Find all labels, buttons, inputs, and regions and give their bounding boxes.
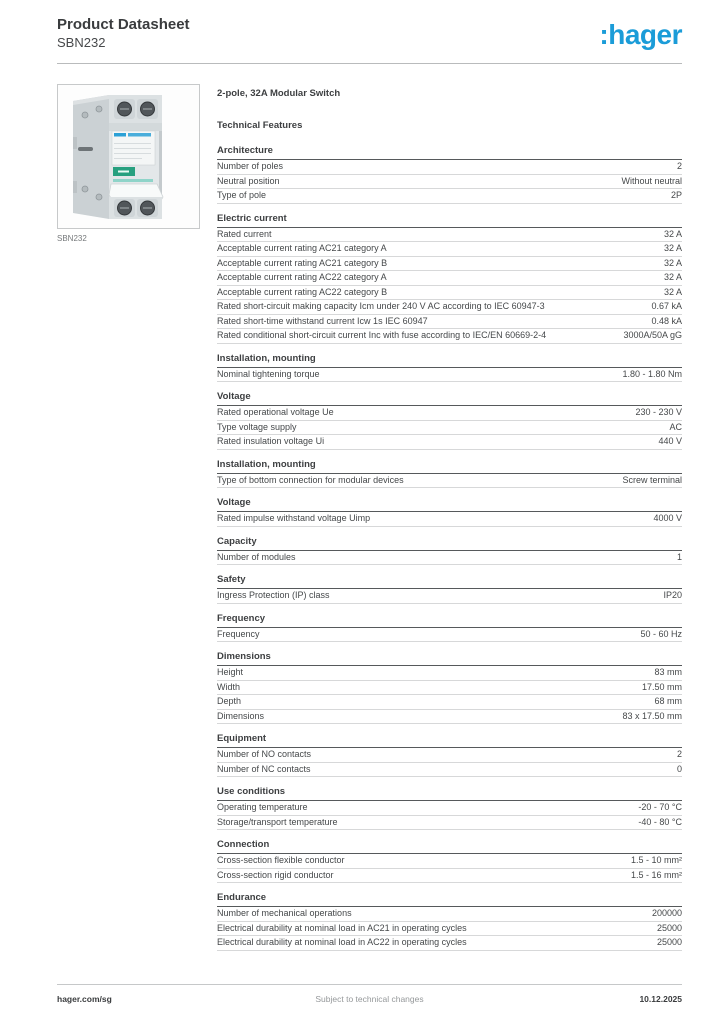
spec-column	[217, 84, 682, 951]
spec-row-label: Rated short-circuit making capacity Icm under 240 V AC according to IEC 60947-3	[217, 301, 545, 311]
spec-row-value: 68 mm	[654, 696, 682, 706]
spec-row-value: 17.50 mm	[641, 681, 682, 692]
spec-row	[217, 801, 682, 816]
spec-row-label: Rated conditional short-circuit current Inc with fuse according to IEC/EN 60669-2-4	[217, 330, 547, 340]
spec-section	[217, 459, 682, 489]
spec-section	[217, 497, 682, 527]
spec-row	[217, 421, 682, 436]
spec-section-title: Installation, mounting	[217, 459, 682, 474]
spec-section	[217, 839, 682, 883]
spec-row-label: Operating temperature	[217, 802, 308, 812]
spec-row	[217, 300, 682, 315]
spec-row	[217, 368, 682, 383]
spec-row	[217, 242, 682, 257]
spec-row	[217, 435, 682, 450]
spec-row-label: Rated current	[217, 228, 272, 239]
main-content	[0, 64, 724, 951]
product-image-column	[57, 84, 200, 951]
spec-row-value: Screw terminal	[622, 474, 682, 485]
spec-row-label: Neutral position	[217, 175, 280, 186]
spec-row-value: 200000	[651, 908, 682, 918]
spec-section	[217, 733, 682, 777]
spec-row	[217, 907, 682, 922]
spec-section-title: Frequency	[217, 613, 682, 628]
spec-row-value: 32 A	[663, 257, 682, 268]
spec-row	[217, 257, 682, 272]
spec-section	[217, 613, 682, 643]
spec-row-value: AC	[669, 421, 682, 432]
spec-section-title: Endurance	[217, 892, 682, 907]
spec-row	[217, 710, 682, 725]
spec-row	[217, 869, 682, 884]
spec-row-label: Height	[217, 667, 244, 677]
spec-row	[217, 695, 682, 710]
spec-row-value: IP20	[663, 590, 682, 600]
spec-row-value: 2	[676, 749, 682, 759]
spec-row	[217, 681, 682, 696]
spec-row-label: Depth	[217, 696, 242, 706]
spec-row-label: Electrical durability at nominal load in AC21 in operating cycles	[217, 922, 467, 933]
spec-section-title: Architecture	[217, 145, 682, 160]
hager-logo-text: hager	[608, 19, 682, 50]
spec-row	[217, 748, 682, 763]
spec-section	[217, 786, 682, 830]
spec-row-value: -20 - 70 °C	[638, 802, 682, 812]
spec-row-label: Storage/transport temperature	[217, 816, 338, 827]
spec-section	[217, 353, 682, 383]
spec-row-label: Cross-section rigid conductor	[217, 869, 334, 880]
spec-row	[217, 628, 682, 643]
spec-row-value: 1.5 - 10 mm²	[630, 855, 682, 865]
product-image-frame	[57, 84, 200, 229]
spec-row	[217, 512, 682, 527]
spec-row-label: Nominal tightening torque	[217, 368, 320, 379]
spec-table	[217, 145, 682, 951]
spec-section	[217, 391, 682, 450]
spec-row-label: Acceptable current rating AC21 category A	[217, 243, 387, 253]
spec-section-title: Capacity	[217, 536, 682, 551]
spec-row-value: 2	[676, 161, 682, 171]
spec-row-value: 3000A/50A gG	[623, 330, 682, 340]
spec-row	[217, 315, 682, 330]
spec-row	[217, 286, 682, 301]
spec-row-label: Ingress Protection (IP) class	[217, 590, 330, 600]
modular-switch-product-image	[58, 85, 199, 228]
spec-row-label: Rated insulation voltage Ui	[217, 436, 325, 446]
spec-row-label: Rated impulse withstand voltage Uimp	[217, 513, 371, 523]
spec-row-value: 32 A	[663, 243, 682, 253]
spec-row-value: 0.67 kA	[651, 301, 682, 311]
spec-section	[217, 892, 682, 951]
spec-row	[217, 763, 682, 778]
spec-row-value: 0	[676, 763, 682, 774]
spec-row	[217, 406, 682, 421]
spec-section-title: Dimensions	[217, 651, 682, 666]
spec-row-value: -40 - 80 °C	[638, 816, 682, 827]
spec-row-label: Rated short-time withstand current Icw 1s IEC 60947	[217, 315, 428, 326]
spec-row-value: 440 V	[658, 436, 682, 446]
spec-section-title: Equipment	[217, 733, 682, 748]
spec-row-value: 25000	[656, 922, 682, 933]
spec-row	[217, 551, 682, 566]
spec-row-label: Number of mechanical operations	[217, 908, 352, 918]
spec-row-label: Width	[217, 681, 241, 692]
spec-row-value: 230 - 230 V	[635, 407, 682, 417]
spec-row	[217, 329, 682, 344]
spec-section-title: Voltage	[217, 497, 682, 512]
spec-row	[217, 922, 682, 937]
spec-section-title: Voltage	[217, 391, 682, 406]
spec-row-label: Number of poles	[217, 161, 284, 171]
hager-logo-colon: :	[599, 19, 609, 50]
spec-row-value: 1	[676, 551, 682, 562]
spec-row-value: 32 A	[663, 286, 682, 297]
document-title: Product Datasheet	[57, 16, 190, 33]
spec-row-label: Number of NC contacts	[217, 763, 311, 774]
spec-row	[217, 936, 682, 951]
footer-date: 10.12.2025	[639, 994, 682, 1004]
spec-row-label: Acceptable current rating AC21 category B	[217, 257, 388, 268]
spec-row-label: Acceptable current rating AC22 category B	[217, 286, 388, 297]
spec-row-label: Number of modules	[217, 551, 296, 562]
spec-row	[217, 160, 682, 175]
spec-row	[217, 589, 682, 604]
spec-section	[217, 213, 682, 344]
spec-row-label: Number of NO contacts	[217, 749, 312, 759]
spec-row-label: Dimensions	[217, 710, 265, 721]
header-titles	[57, 16, 190, 51]
spec-section-title: Safety	[217, 574, 682, 589]
spec-row-label: Electrical durability at nominal load in AC22 in operating cycles	[217, 937, 467, 947]
spec-section-title: Installation, mounting	[217, 353, 682, 368]
spec-row-value: 2P	[670, 190, 682, 200]
spec-row-label: Cross-section flexible conductor	[217, 855, 345, 865]
product-name: 2-pole, 32A Modular Switch	[217, 88, 341, 99]
spec-section	[217, 574, 682, 604]
spec-row-value: 25000	[656, 937, 682, 947]
spec-section-title: Connection	[217, 839, 682, 854]
spec-row-value: 0.48 kA	[651, 315, 682, 326]
spec-section	[217, 536, 682, 566]
footer-disclaimer: Subject to technical changes	[315, 994, 424, 1004]
product-image-caption: SBN232	[57, 234, 87, 243]
spec-section-title: Use conditions	[217, 786, 682, 801]
footer-row	[57, 994, 682, 1005]
spec-row	[217, 189, 682, 204]
spec-row-label: Type of bottom connection for modular devices	[217, 474, 404, 485]
spec-row-value: 1.5 - 16 mm²	[630, 869, 682, 880]
spec-row-value: 83 mm	[654, 667, 682, 677]
spec-section	[217, 651, 682, 724]
spec-row-label: Type of pole	[217, 190, 267, 200]
hager-logo	[599, 20, 682, 50]
spec-section-title: Electric current	[217, 213, 682, 228]
spec-row-value: 4000 V	[653, 513, 682, 523]
spec-row	[217, 228, 682, 243]
spec-row	[217, 271, 682, 286]
spec-row-label: Type voltage supply	[217, 421, 297, 432]
spec-row-label: Rated operational voltage Ue	[217, 407, 334, 417]
spec-row-label: Acceptable current rating AC22 category A	[217, 272, 387, 282]
spec-row-value: 32 A	[663, 228, 682, 239]
footer-divider	[57, 984, 682, 985]
spec-row	[217, 816, 682, 831]
technical-features-heading: Technical Features	[217, 120, 303, 131]
footer-website-link[interactable]: hager.com/sg	[57, 994, 112, 1004]
spec-row	[217, 666, 682, 681]
spec-row	[217, 474, 682, 489]
document-subtitle: SBN232	[57, 35, 106, 50]
spec-row-value: 1.80 - 1.80 Nm	[622, 368, 682, 379]
spec-row-value: 32 A	[663, 272, 682, 282]
spec-row-label: Frequency	[217, 628, 260, 639]
spec-section	[217, 145, 682, 204]
spec-row	[217, 175, 682, 190]
spec-row-value: Without neutral	[621, 175, 682, 186]
spec-row-value: 83 x 17.50 mm	[622, 710, 682, 721]
header	[0, 0, 724, 51]
spec-row	[217, 854, 682, 869]
spec-row-value: 50 - 60 Hz	[640, 628, 682, 639]
footer	[57, 984, 682, 1005]
